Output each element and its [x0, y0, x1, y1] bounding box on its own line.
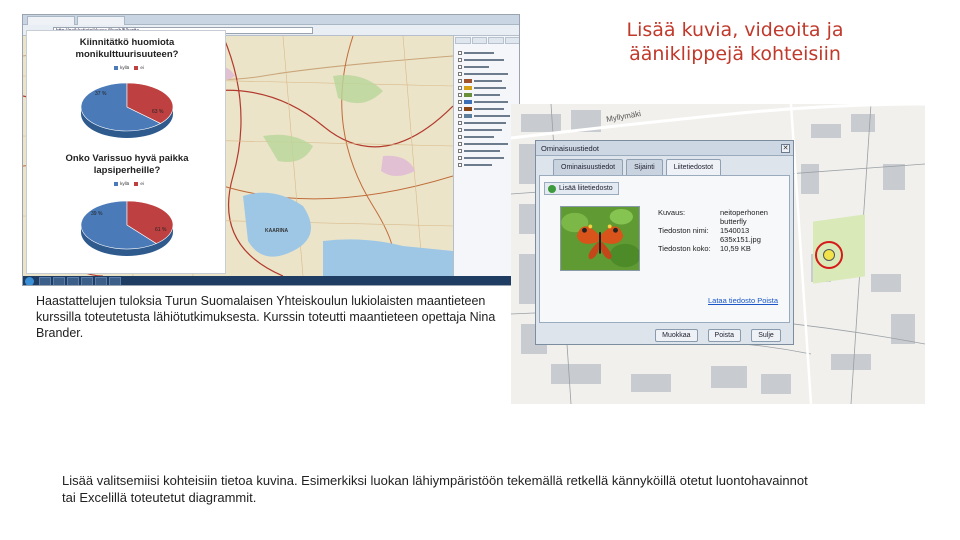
layer-checkbox[interactable] — [458, 58, 462, 62]
chart-2-title — [27, 153, 226, 177]
browser-tab[interactable] — [27, 16, 75, 25]
chart-1-legend-item-2: ei — [140, 65, 144, 70]
layer-row[interactable] — [454, 56, 520, 63]
chart-1-title-line-1: Kiinnitätkö huomiota — [79, 37, 175, 48]
layer-panel-tab[interactable] — [455, 37, 471, 44]
layer-checkbox[interactable] — [458, 156, 462, 160]
layer-row[interactable] — [454, 70, 520, 77]
layer-checkbox[interactable] — [458, 128, 462, 132]
taskbar-app-icon[interactable] — [95, 277, 107, 286]
layer-row[interactable] — [454, 91, 520, 98]
legend-swatch — [134, 66, 138, 70]
layer-row[interactable] — [454, 84, 520, 91]
layer-checkbox[interactable] — [458, 121, 462, 125]
delete-button[interactable]: Poista — [708, 329, 741, 342]
layer-swatch — [464, 107, 472, 111]
info-key: Kuvaus: — [658, 208, 686, 217]
close-button[interactable]: Sulje — [751, 329, 781, 342]
add-file-button[interactable] — [544, 182, 619, 195]
info-key: Tiedoston nimi: — [658, 226, 709, 235]
info-row-description — [658, 208, 790, 217]
layer-checkbox[interactable] — [458, 114, 462, 118]
chart-panel — [26, 30, 226, 274]
layer-name — [474, 94, 500, 96]
layer-panel-tab[interactable] — [505, 37, 521, 44]
layer-name — [464, 143, 508, 145]
layer-swatch — [464, 86, 472, 90]
layer-swatch — [464, 114, 472, 118]
layer-name — [464, 150, 500, 152]
layer-checkbox[interactable] — [458, 100, 462, 104]
chart-2-legend — [27, 181, 226, 186]
slide-title — [570, 18, 900, 66]
layer-swatch — [464, 93, 472, 97]
layer-name — [464, 66, 489, 68]
layer-name — [464, 59, 504, 61]
browser-tab-bar — [23, 15, 519, 25]
chart-2-title-line-1: Onko Varissuo hyvä paikka — [65, 153, 189, 164]
layer-name — [464, 73, 508, 75]
layer-row[interactable] — [454, 77, 520, 84]
layer-swatch — [464, 79, 472, 83]
caption-interviews: Haastattelujen tuloksia Turun Suomalaisen Yhteiskoulun lukiolaisten maantieteen kurssilla toteutetusta lähiötutkimuksesta. Kurssin toteutti maantieteen opettaja Nina Brander. — [36, 294, 496, 340]
layer-checkbox[interactable] — [458, 149, 462, 153]
add-file-label: Lisää liitetiedosto — [559, 184, 613, 192]
start-button[interactable] — [25, 277, 34, 286]
info-row-filename — [658, 226, 790, 244]
chart-2-label-ei: 39 % — [91, 211, 103, 217]
layer-row[interactable] — [454, 63, 520, 70]
add-icon — [548, 185, 556, 193]
layer-name — [464, 157, 504, 159]
tab-attachments[interactable]: Liitetiedostot — [666, 159, 721, 175]
tab-location[interactable]: Sijainti — [626, 159, 663, 175]
attachments-panel — [539, 175, 790, 323]
legend-swatch — [114, 182, 118, 186]
layer-checkbox[interactable] — [458, 72, 462, 76]
layer-row[interactable] — [454, 49, 520, 56]
chart-1-title — [27, 37, 226, 61]
info-value: 10,59 KB — [720, 244, 751, 253]
info-key — [658, 217, 720, 226]
chart-2-legend-item-1: kyllä — [120, 181, 130, 186]
attachment-info — [658, 208, 790, 253]
layer-name — [464, 136, 494, 138]
map-poi-marker[interactable] — [815, 241, 843, 269]
chart-1-legend-item-1: kyllä — [120, 65, 130, 70]
info-row-description-2 — [658, 217, 790, 226]
layer-name — [464, 129, 502, 131]
tab-properties[interactable]: Ominaisuustiedot — [553, 159, 623, 175]
slide-title-line-1: Lisää kuvia, videoita ja — [626, 19, 844, 41]
layer-checkbox[interactable] — [458, 51, 462, 55]
slide-title-line-2: ääniklippejä kohteisiin — [629, 43, 841, 65]
info-value: neitoperhonen — [720, 208, 768, 217]
layer-name — [474, 101, 508, 103]
chart-2-legend-item-2: ei — [140, 181, 144, 186]
layer-name — [474, 87, 506, 89]
layer-panel-tab[interactable] — [472, 37, 488, 44]
os-taskbar — [23, 276, 519, 286]
layer-panel-tabs — [454, 36, 520, 45]
dialog-buttons — [536, 329, 793, 342]
caption-attachments: Lisää valitsemiisi kohteisiin tietoa kuvina. Esimerkiksi luokan lähiympäristöön tekemällä retkellä kännyköillä otetut luontohavainnot tai Excelillä toteutetut diagrammit. — [62, 473, 808, 505]
chart-2-label-kylla: 61 % — [155, 227, 167, 233]
close-icon[interactable]: ✕ — [782, 145, 789, 152]
chart-1-legend — [27, 65, 226, 70]
taskbar-app-icon[interactable] — [39, 277, 51, 286]
chart-2-title-line-2: lapsiperheille? — [93, 165, 161, 176]
taskbar-app-icon[interactable] — [67, 277, 79, 286]
layer-name — [464, 122, 506, 124]
info-value: butterfly — [720, 217, 747, 226]
browser-tab[interactable] — [77, 16, 125, 25]
map-street-label: Myllymäki — [605, 109, 642, 124]
layer-checkbox[interactable] — [458, 163, 462, 167]
map-place-label: KAARINA — [265, 228, 289, 234]
layer-checkbox[interactable] — [458, 86, 462, 90]
layer-checkbox[interactable] — [458, 65, 462, 69]
download-delete-link[interactable]: Lataa tiedosto Poista — [708, 296, 779, 305]
info-row-filesize — [658, 244, 790, 253]
layer-checkbox[interactable] — [458, 79, 462, 83]
layer-checkbox[interactable] — [458, 142, 462, 146]
layer-name — [464, 164, 492, 166]
info-value: 1540013 635x151.jpg — [720, 226, 761, 244]
properties-dialog — [535, 140, 794, 345]
chart-1-label-kylla: 63 % — [152, 109, 164, 115]
dialog-tabs — [536, 159, 721, 175]
edit-button[interactable]: Muokkaa — [655, 329, 697, 342]
layer-checkbox[interactable] — [458, 107, 462, 111]
dialog-title: Ominaisuustiedot — [536, 141, 793, 156]
info-key: Tiedoston koko: — [658, 244, 711, 253]
layer-checkbox[interactable] — [458, 93, 462, 97]
layer-checkbox[interactable] — [458, 135, 462, 139]
poi-icon — [823, 249, 835, 261]
layer-name — [464, 52, 494, 54]
layer-name — [474, 115, 510, 117]
layer-name — [474, 108, 504, 110]
chart-1-label-ei: 37 % — [95, 91, 107, 97]
taskbar-app-icon[interactable] — [109, 277, 121, 286]
layer-swatch — [464, 100, 472, 104]
legend-swatch — [134, 182, 138, 186]
layer-name — [474, 80, 502, 82]
chart-1-title-line-2: monikulttuurisuuteen? — [75, 49, 179, 60]
legend-swatch — [114, 66, 118, 70]
taskbar-app-icon[interactable] — [81, 277, 93, 286]
layer-panel — [453, 36, 520, 276]
layer-panel-tab[interactable] — [488, 37, 504, 44]
taskbar-app-icon[interactable] — [53, 277, 65, 286]
butterfly-photo[interactable] — [560, 206, 640, 271]
